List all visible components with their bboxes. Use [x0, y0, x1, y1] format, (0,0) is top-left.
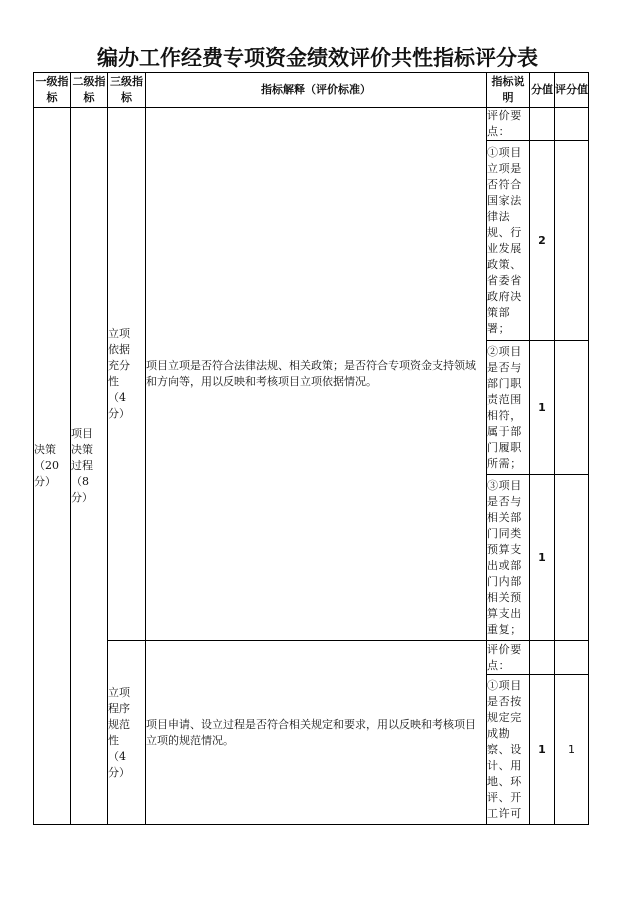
evaluation-cell[interactable] — [555, 341, 589, 475]
evaluation-cell[interactable] — [555, 475, 589, 641]
evaluation-cell[interactable] — [555, 141, 589, 341]
level3-points-1: （4分） — [108, 391, 130, 420]
level3-name-2: 立项程序规范性 — [108, 685, 130, 747]
level1-points: （20分） — [34, 459, 59, 488]
level1-name: 决策 — [34, 443, 56, 456]
score-cell: 1 — [530, 341, 555, 475]
note-cell: ①项目是否按规定完成勘察、设计、用地、环评、开工许可 — [487, 675, 530, 825]
header-level3: 三级指标 — [108, 73, 146, 108]
note-cell: ②项目是否与部门职责范围相符，属于部门履职所需； — [487, 341, 530, 475]
score-cell: 1 — [530, 675, 555, 825]
explanation-cell-1: 项目立项是否符合法律法规、相关政策；是否符合专项资金支持领域和方向等，用以反映和考核项目立项依据情况。 — [146, 108, 487, 641]
evaluation-cell[interactable]: 1 — [555, 675, 589, 825]
header-evaluation: 评分值 — [555, 73, 589, 108]
table-row — [34, 641, 589, 675]
level2-cell — [71, 108, 108, 825]
level3-cell-2 — [108, 641, 146, 825]
level2-points: （8分） — [71, 475, 93, 504]
evaluation-cell[interactable] — [555, 108, 589, 141]
level3-points-2: （4分） — [108, 749, 130, 779]
header-explanation: 指标解释（评价标准） — [146, 73, 487, 108]
score-cell — [530, 641, 555, 675]
header-row — [34, 73, 589, 108]
level3-cell-1 — [108, 108, 146, 641]
note-cell: 评价要点： — [487, 641, 530, 675]
page-title: 编办工作经费专项资金绩效评价共性指标评分表 — [97, 46, 538, 70]
note-cell: ③项目是否与相关部门同类预算支出或部门内部相关预算支出重复； — [487, 475, 530, 641]
header-note: 指标说明 — [487, 73, 530, 108]
level1-cell — [34, 108, 71, 825]
header-level2: 二级指标 — [71, 73, 108, 108]
level2-name: 项目决策过程 — [71, 427, 93, 472]
table-row — [34, 108, 589, 141]
note-cell: ①项目立项是否符合国家法律法规、行业发展政策、省委省政府决策部署； — [487, 141, 530, 341]
evaluation-cell[interactable] — [555, 641, 589, 675]
level3-name-1: 立项依据充分性 — [108, 327, 130, 388]
header-score: 分值 — [530, 73, 555, 108]
score-cell — [530, 108, 555, 141]
note-cell: 评价要点： — [487, 108, 530, 141]
score-cell: 1 — [530, 475, 555, 641]
score-cell: 2 — [530, 141, 555, 341]
header-level1: 一级指标 — [34, 73, 71, 108]
scoring-table — [33, 72, 589, 825]
explanation-cell-2: 项目申请、设立过程是否符合相关规定和要求，用以反映和考核项目立项的规范情况。 — [146, 641, 487, 825]
